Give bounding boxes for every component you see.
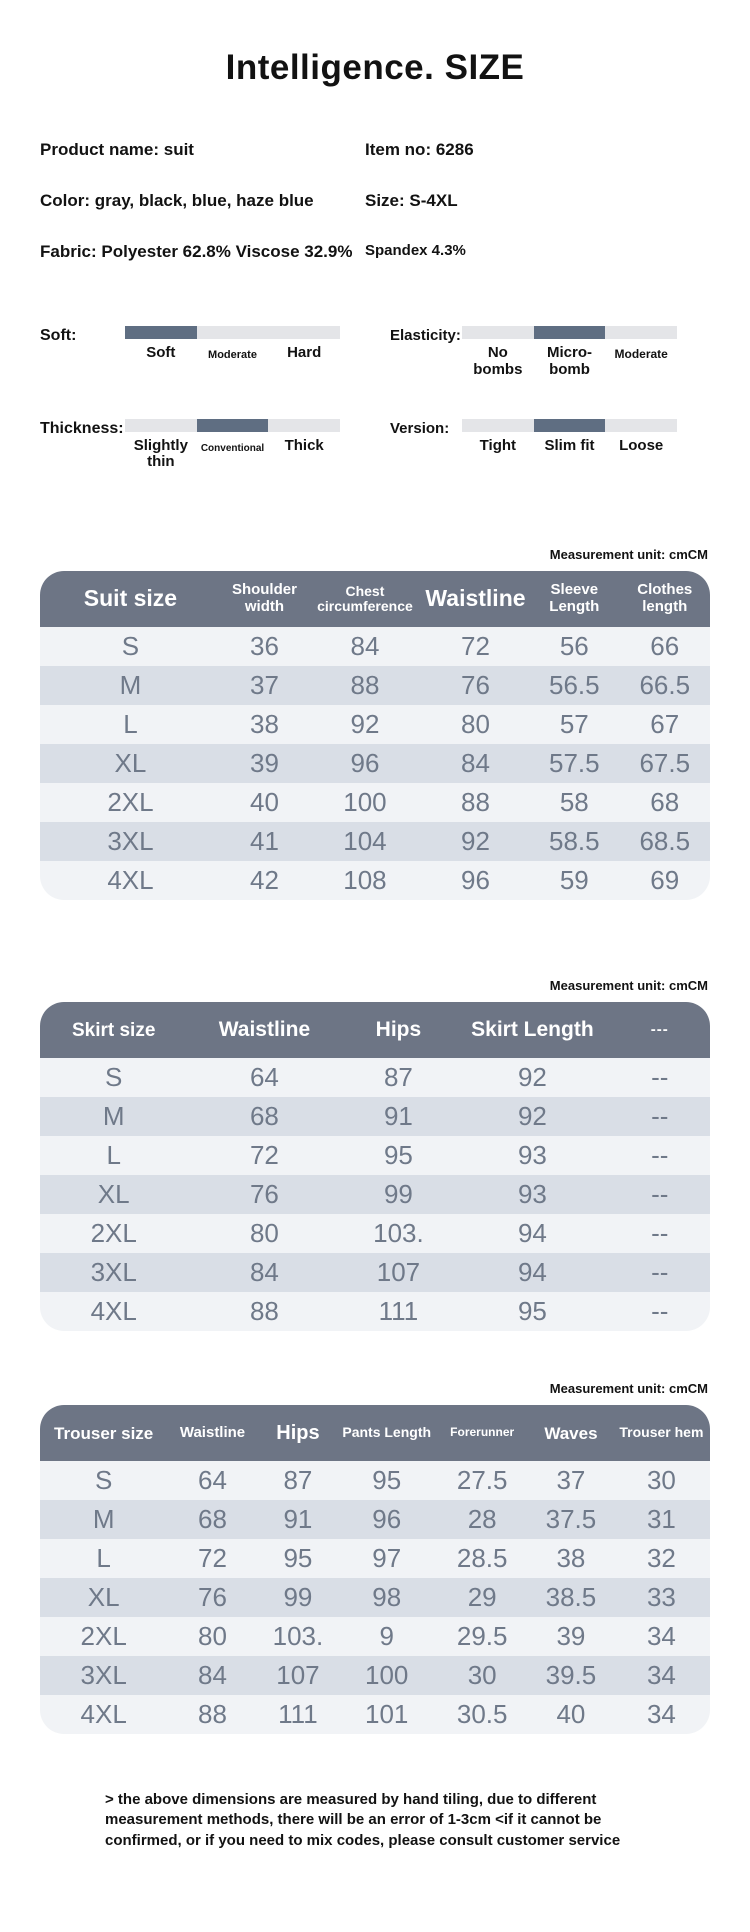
table-cell: 80 [167,1617,257,1656]
table-cell: 95 [341,1136,455,1175]
table-cell: 92 [308,705,422,744]
table-cell: 99 [341,1175,455,1214]
table-cell: 34 [613,1656,710,1695]
table-cell: 97 [338,1539,435,1578]
table-cell: 84 [422,744,529,783]
slider-fill-segment [534,326,606,339]
table-cell: 92 [455,1058,609,1097]
table-row [40,783,710,822]
table-row [40,627,710,666]
table-cell: 3XL [40,1656,167,1695]
table-cell: 104 [308,822,422,861]
table-cell: 40 [221,783,308,822]
measurement-unit-label: Measurement unit: cmCM [549,978,708,994]
table-cell: XL [40,744,221,783]
column-header: Waistline [187,1002,341,1058]
table-cell: L [40,705,221,744]
table-cell: XL [40,1578,167,1617]
table-cell: 88 [308,666,422,705]
table-cell: 91 [258,1500,338,1539]
table-cell: 56.5 [529,666,619,705]
elasticity-option: Moderate [614,347,668,361]
table-cell: 3XL [40,1253,187,1292]
table-row [40,1695,710,1734]
table-row [40,744,710,783]
version-option: Tight [479,436,517,454]
table-cell: 88 [422,783,529,822]
column-header: Skirt Length [455,1002,609,1058]
table-row [40,1539,710,1578]
table-cell: 58.5 [529,822,619,861]
table-cell: 92 [455,1097,609,1136]
table-cell: 39 [221,744,308,783]
table-cell: S [40,1058,187,1097]
softness-option: Soft [146,344,176,361]
table-cell: S [40,1461,167,1500]
table-cell: 111 [341,1292,455,1331]
table-cell: 37 [529,1461,613,1500]
column-header: Trouser hem [613,1405,710,1461]
column-header: Suit size [40,571,221,627]
table-cell: 76 [187,1175,341,1214]
table-cell: 88 [167,1695,257,1734]
table-cell: 88 [187,1292,341,1331]
table-cell: 37.5 [529,1500,613,1539]
table-cell: 69 [620,861,710,900]
table-row [40,1097,710,1136]
table-cell: 34 [613,1617,710,1656]
table-cell: 84 [167,1656,257,1695]
table-cell: M [40,1500,167,1539]
table-cell: 64 [167,1461,257,1500]
column-header: Hips [258,1405,338,1461]
table-row [40,1656,710,1695]
table-row [40,1578,710,1617]
thickness-track [125,419,340,432]
column-header: Hips [341,1002,455,1058]
table-cell: 59 [529,861,619,900]
table-cell: -- [609,1136,710,1175]
table-cell: 100 [338,1656,435,1695]
slider-fill-segment [534,419,606,432]
table-header-row [40,571,710,627]
table-row [40,1461,710,1500]
column-header: Skirt size [40,1002,187,1058]
table-row [40,1292,710,1331]
table-cell: 30.5 [435,1695,529,1734]
column-header: Shoulder width [221,571,308,627]
table-cell: 72 [167,1539,257,1578]
table-cell: -- [609,1097,710,1136]
table-cell: 67 [620,705,710,744]
table-row [40,1617,710,1656]
table-cell: 28.5 [435,1539,529,1578]
thickness-option: Slightly thin [133,436,188,471]
table-cell: 72 [422,627,529,666]
column-header: Chest circumference [308,571,422,627]
table-cell: -- [609,1214,710,1253]
version-option: Slim fit [544,436,595,454]
table-cell: 72 [187,1136,341,1175]
table-cell: 4XL [40,1695,167,1734]
version-slider [390,419,710,472]
table-cell: 4XL [40,1292,187,1331]
table-cell: 58 [529,783,619,822]
table-cell: 68 [187,1097,341,1136]
table-cell: M [40,666,221,705]
column-header: Pants Length [338,1405,435,1461]
table-cell: 95 [258,1539,338,1578]
column-header: Waistline [422,571,529,627]
version-track [462,419,677,432]
table-cell: 96 [338,1500,435,1539]
table-row [40,1058,710,1097]
column-header: Forerunner [435,1405,529,1461]
product-info [40,140,710,262]
table-cell: 40 [529,1695,613,1734]
table-cell: 95 [455,1292,609,1331]
table-cell: 92 [422,822,529,861]
table-cell: 2XL [40,1214,187,1253]
table-cell: 84 [187,1253,341,1292]
softness-label: Soft: [40,327,77,344]
elasticity-label: Elasticity: [390,327,461,344]
table-cell: XL [40,1175,187,1214]
slider-fill-segment [197,419,269,432]
table-cell: 34 [613,1695,710,1734]
table-header-row [40,1405,710,1461]
elasticity-option: No bombs [473,344,523,378]
table-cell: 41 [221,822,308,861]
table-cell: -- [609,1292,710,1331]
table-cell: 31 [613,1500,710,1539]
table-cell: M [40,1097,187,1136]
table-cell: 100 [308,783,422,822]
table-cell: 39.5 [529,1656,613,1695]
table-cell: 3XL [40,822,221,861]
table-cell: 103. [258,1617,338,1656]
table-cell: 67.5 [620,744,710,783]
table-cell: 42 [221,861,308,900]
spandex-label: Spandex 4.3% [365,242,466,259]
table-cell: 2XL [40,1617,167,1656]
table-cell: 84 [308,627,422,666]
table-cell: L [40,1539,167,1578]
table-row [40,666,710,705]
item-no-label: Item no: 6286 [365,140,474,159]
table-cell: 76 [422,666,529,705]
thickness-slider [40,419,370,472]
elasticity-slider [390,326,710,379]
table-cell: 38 [529,1539,613,1578]
table-cell: 76 [167,1578,257,1617]
slider-fill-segment [125,326,197,339]
table-cell: -- [609,1058,710,1097]
table-row [40,861,710,900]
info-row [40,191,710,211]
measurement-disclaimer: > the above dimensions are measured by hand tiling, due to different measurement methods, there will be an error of 1-3cm <if it cannot be confirmed, or if you need to mix codes, please consult customer service [105,1791,621,1849]
table-cell: 98 [338,1578,435,1617]
table-cell: 96 [422,861,529,900]
table-cell: 94 [455,1214,609,1253]
attribute-sliders [40,326,710,471]
table-cell: 4XL [40,861,221,900]
table-cell: 80 [422,705,529,744]
info-row [40,140,710,160]
softness-option: Moderate [208,349,257,361]
table-cell: 29.5 [435,1617,529,1656]
table-row [40,1214,710,1253]
table-cell: 27.5 [435,1461,529,1500]
table-row [40,1500,710,1539]
table-cell: S [40,627,221,666]
size-range-label: Size: S-4XL [365,191,458,210]
table-cell: 64 [187,1058,341,1097]
softness-track [125,326,340,339]
table-cell: 2XL [40,783,221,822]
table-cell: 33 [613,1578,710,1617]
product-name-label: Product name: suit [40,140,194,159]
table-cell: 39 [529,1617,613,1656]
table-cell: 30 [435,1656,529,1695]
page-title: Intelligence. SIZE [225,48,525,87]
column-header: Trouser size [40,1405,167,1461]
table-cell: -- [609,1175,710,1214]
measurement-unit-label: Measurement unit: cmCM [549,1381,708,1397]
softness-slider [40,326,370,379]
elasticity-track [462,326,677,339]
fabric-label: Fabric: Polyester 62.8% Viscose 32.9% [40,242,353,261]
table-cell: 32 [613,1539,710,1578]
version-option: Loose [619,436,664,454]
column-header: Waves [529,1405,613,1461]
table-row [40,1253,710,1292]
table-cell: 108 [308,861,422,900]
table-cell: L [40,1136,187,1175]
table-row [40,1136,710,1175]
table-cell: 66 [620,627,710,666]
table-cell: 66.5 [620,666,710,705]
table-cell: 57.5 [529,744,619,783]
table-header-row [40,1002,710,1058]
table-cell: 68 [167,1500,257,1539]
table-cell: 93 [455,1175,609,1214]
table-cell: 103. [341,1214,455,1253]
table-cell: 30 [613,1461,710,1500]
column-header: Sleeve Length [529,571,619,627]
thickness-option: Conventional [200,442,265,454]
table-cell: -- [609,1253,710,1292]
table-cell: 68.5 [620,822,710,861]
measurement-unit-label: Measurement unit: cmCM [549,547,708,563]
table-cell: 87 [258,1461,338,1500]
table-cell: 28 [435,1500,529,1539]
table-row [40,1175,710,1214]
table-cell: 93 [455,1136,609,1175]
table-cell: 107 [341,1253,455,1292]
table-cell: 101 [338,1695,435,1734]
column-header: --- [609,1002,710,1058]
table-cell: 38.5 [529,1578,613,1617]
thickness-label: Thickness: [40,419,124,437]
column-header: Clothes length [620,571,710,627]
table-row [40,705,710,744]
table-cell: 37 [221,666,308,705]
table-cell: 29 [435,1578,529,1617]
table-cell: 36 [221,627,308,666]
table-cell: 87 [341,1058,455,1097]
thickness-option: Thick [284,436,324,454]
table-cell: 95 [338,1461,435,1500]
trouser-size-table [40,1405,710,1734]
table-cell: 99 [258,1578,338,1617]
table-cell: 111 [258,1695,338,1734]
version-label: Version: [390,419,450,437]
table-cell: 80 [187,1214,341,1253]
table-cell: 56 [529,627,619,666]
elasticity-option: Micro-bomb [547,344,592,378]
table-cell: 38 [221,705,308,744]
table-cell: 9 [338,1617,435,1656]
size-chart-page [0,48,750,1931]
table-cell: 68 [620,783,710,822]
info-row [40,242,710,262]
table-cell: 57 [529,705,619,744]
suit-size-table [40,571,710,900]
table-cell: 94 [455,1253,609,1292]
skirt-size-table [40,1002,710,1331]
table-row [40,822,710,861]
color-label: Color: gray, black, blue, haze blue [40,191,314,210]
table-cell: 91 [341,1097,455,1136]
column-header: Waistline [167,1405,257,1461]
table-cell: 107 [258,1656,338,1695]
softness-option: Hard [287,344,322,361]
table-cell: 96 [308,744,422,783]
